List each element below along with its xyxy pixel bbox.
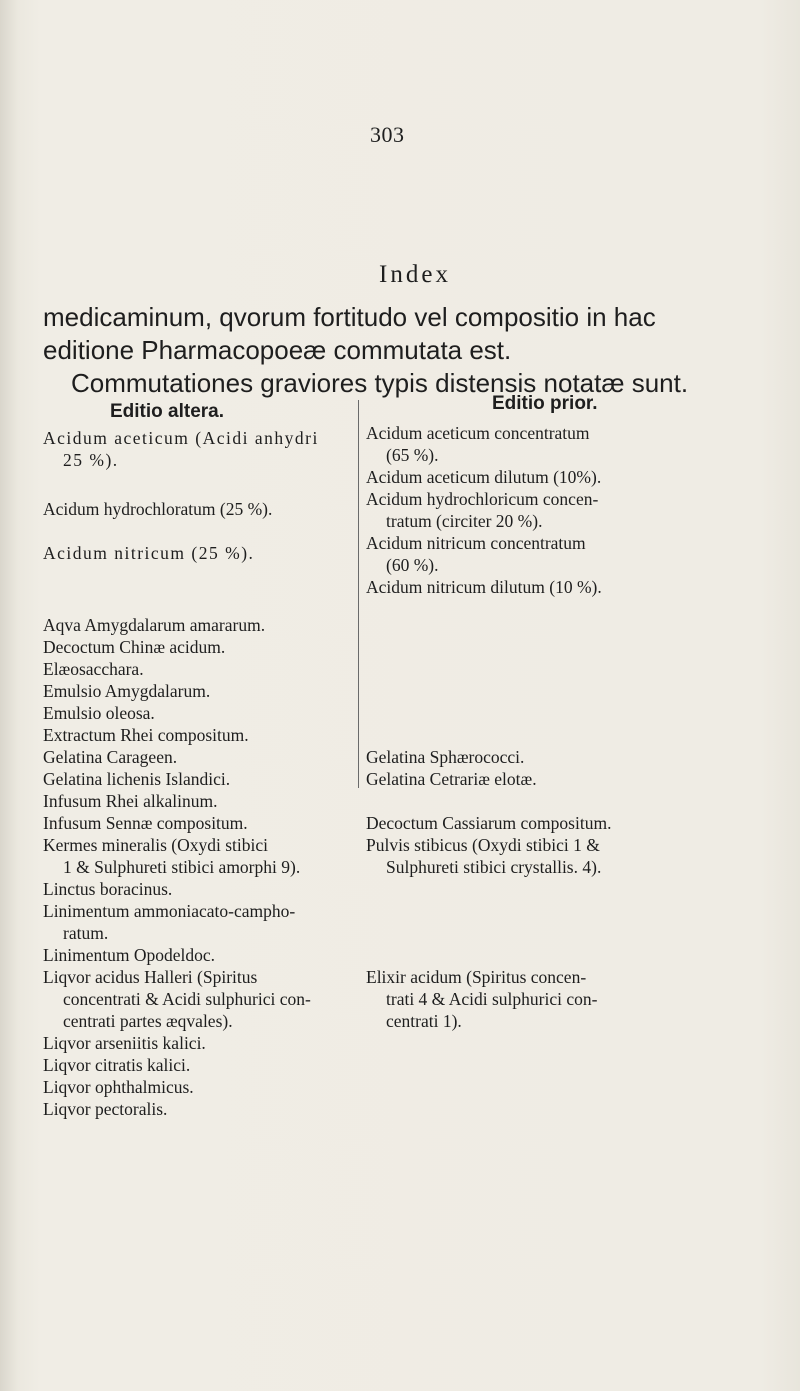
index-entry: Pulvis stibicus (Oxydi stibici 1 & Sulphureti stibici crystallis. 4). <box>366 835 602 877</box>
index-entry: Liqvor arseniitis kalici. <box>43 1033 206 1053</box>
index-entry: Acidum nitricum (25 %). <box>43 543 255 563</box>
index-entry: Liqvor pectoralis. <box>43 1099 168 1119</box>
index-entry: Acidum hydrochloricum concen- tratum (circiter 20 %). <box>366 489 599 531</box>
index-entry: Linimentum Opodeldoc. <box>43 945 216 965</box>
index-entry: Acidum nitricum concentratum (60 %). <box>366 533 586 575</box>
index-entry: Gelatina Carageen. <box>43 747 178 767</box>
index-entry: Emulsio oleosa. <box>43 703 155 723</box>
index-entry: Acidum nitricum dilutum (10 %). <box>366 577 602 597</box>
index-entry: Kermes mineralis (Oxydi stibici 1 & Sulphureti stibici amorphi 9). <box>43 835 301 877</box>
intro-line: Commutationes graviores typis distensis notatæ sunt. <box>71 368 689 398</box>
left-column-heading: Editio altera. <box>110 401 225 422</box>
index-title: Index <box>379 261 451 288</box>
index-entry: Linimentum ammoniacato-campho- ratum. <box>43 901 296 943</box>
intro-line: editione Pharmacopoeæ commutata est. <box>43 335 512 365</box>
index-entry: Infusum Sennæ compositum. <box>43 813 248 833</box>
index-entry: Acidum aceticum (Acidi anhydri 25 %). <box>43 428 319 470</box>
index-entry: Extractum Rhei compositum. <box>43 725 249 745</box>
index-entry: Acidum aceticum dilutum (10%). <box>366 467 602 487</box>
index-entry: Elæosacchara. <box>43 659 144 679</box>
right-column-heading: Editio prior. <box>492 393 598 414</box>
index-entry: Linctus boracinus. <box>43 879 173 899</box>
page-number: 303 <box>370 122 405 147</box>
index-entry: Liqvor acidus Halleri (Spiritus concentrati & Acidi sulphurici con- centrati partes æqvales). <box>43 967 311 1031</box>
index-entry: Acidum hydrochloratum (25 %). <box>43 499 273 519</box>
index-entry: Decoctum Chinæ acidum. <box>43 637 226 657</box>
index-entry: Acidum aceticum concentratum (65 %). <box>366 423 590 465</box>
index-entry: Decoctum Cassiarum compositum. <box>366 813 612 833</box>
index-entry: Liqvor ophthalmicus. <box>43 1077 194 1097</box>
index-entry: Liqvor citratis kalici. <box>43 1055 191 1075</box>
index-entry: Elixir acidum (Spiritus concen- trati 4 & Acidi sulphurici con- centrati 1). <box>366 967 598 1031</box>
index-entry: Emulsio Amygdalarum. <box>43 681 211 701</box>
index-entry: Gelatina lichenis Islandici. <box>43 769 231 789</box>
intro-line: medicaminum, qvorum fortitudo vel compositio in hac <box>43 302 656 332</box>
index-entry: Gelatina Sphærococci. <box>366 747 525 767</box>
column-divider <box>358 400 359 788</box>
intro-text <box>43 301 783 401</box>
index-entry: Gelatina Cetrariæ elotæ. <box>366 769 537 789</box>
index-entry: Infusum Rhei alkalinum. <box>43 791 218 811</box>
index-entry: Aqva Amygdalarum amararum. <box>43 615 266 635</box>
